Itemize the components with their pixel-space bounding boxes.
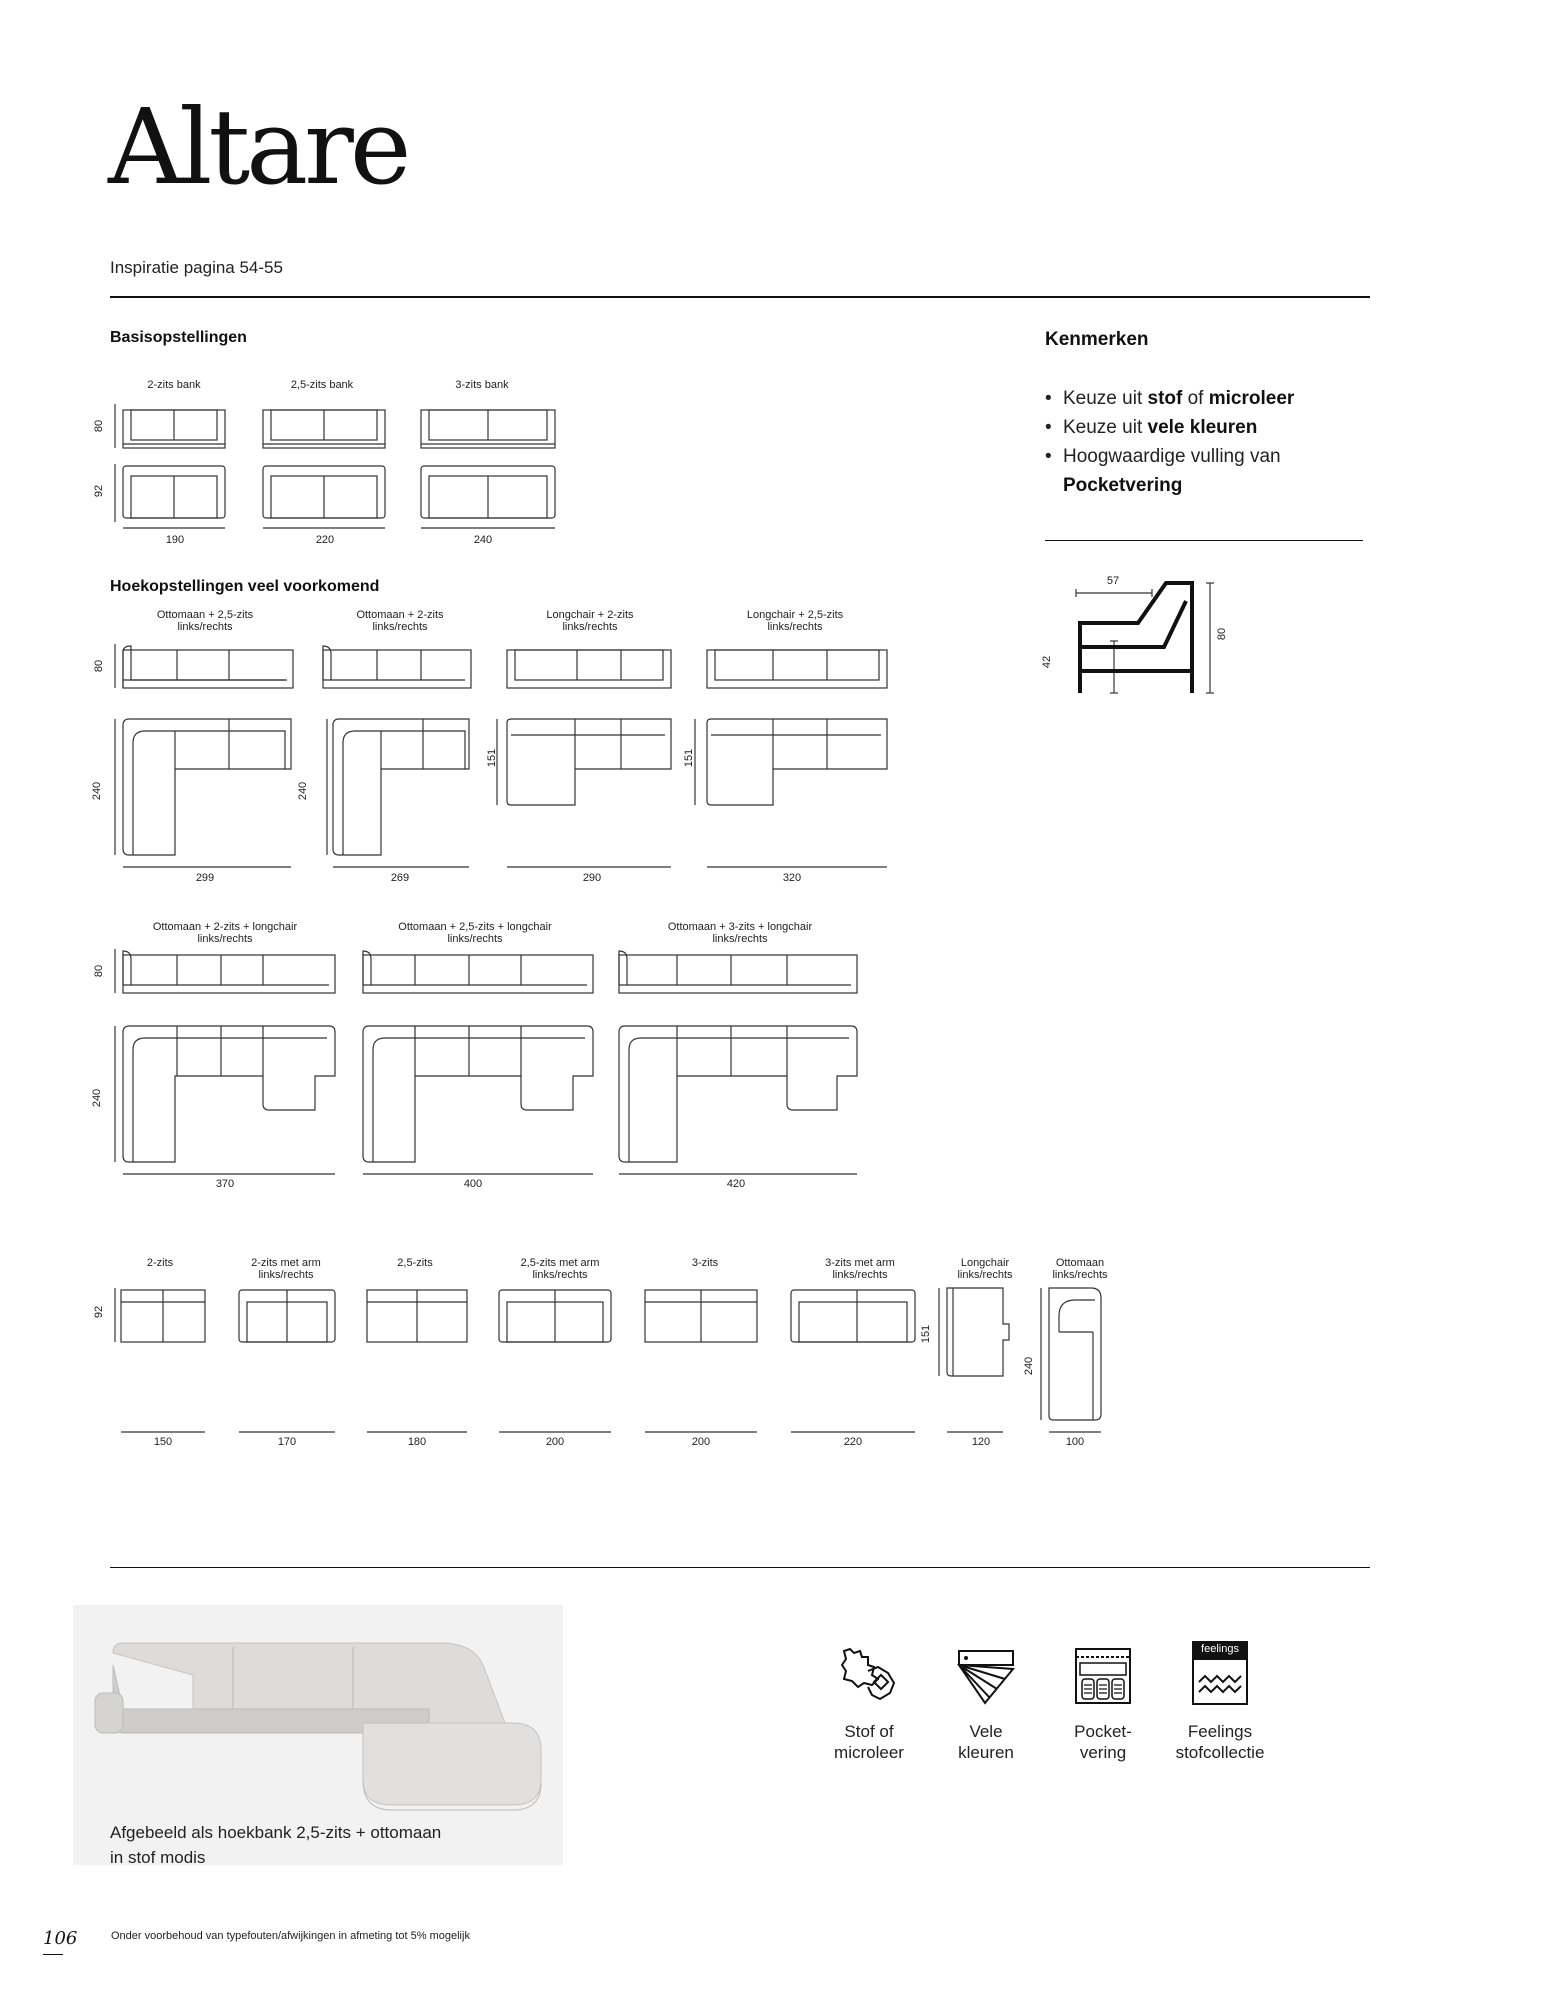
fabric-swatch-icon xyxy=(838,1645,898,1705)
basis-depth-label: 92 xyxy=(93,484,106,498)
element-depth-label: 92 xyxy=(93,1305,106,1319)
element-caption: 3-zits met arm links/rechts xyxy=(825,1257,895,1281)
icon-label: Vele kleuren xyxy=(958,1722,1014,1762)
element-caption: 2,5-zits met arm links/rechts xyxy=(520,1257,600,1281)
feature-item: • Keuze uit stof of microleer xyxy=(1045,384,1294,413)
corner-width: 320 xyxy=(782,872,802,884)
sofa-2-zits-front xyxy=(123,410,225,448)
corner-caption: Longchair + 2-zits links/rechts xyxy=(546,609,634,633)
corner-caption: Ottomaan + 2,5-zits links/rechts xyxy=(156,609,254,633)
basis-caption: 2,5-zits bank xyxy=(290,379,354,391)
icon-label: Feelings stofcollectie xyxy=(1175,1722,1265,1762)
features-title: Kenmerken xyxy=(1045,329,1149,350)
disclaimer-note: Onder voorbehoud van typefouten/afwijkingen in afmeting tot 5% mogelijk xyxy=(111,1930,470,1942)
element-caption: 2,5-zits xyxy=(397,1257,433,1269)
color-fan-icon xyxy=(955,1645,1015,1705)
element-width: 100 xyxy=(1065,1436,1085,1448)
icon-label: Pocket- vering xyxy=(1074,1722,1132,1762)
corner-caption: Longchair + 2,5-zits links/rechts xyxy=(746,609,844,633)
corner-caption: Ottomaan + 2-zits + longchair links/rechts xyxy=(152,921,298,945)
basis-caption: 3-zits bank xyxy=(455,379,509,391)
element-width: 220 xyxy=(843,1436,863,1448)
element-width: 200 xyxy=(545,1436,565,1448)
header-divider xyxy=(110,296,1370,298)
corner-caption: Ottomaan + 2-zits links/rechts xyxy=(356,609,444,633)
basis-top-views xyxy=(105,462,565,532)
sofa-3-zits-front xyxy=(421,410,555,448)
element-width: 180 xyxy=(407,1436,427,1448)
element-depth-label: 151 xyxy=(920,1324,933,1344)
element-width: 170 xyxy=(277,1436,297,1448)
corner-row2-top-views xyxy=(105,1022,865,1182)
sofa-25-zits-front xyxy=(263,410,385,448)
seat-depth-label: 57 xyxy=(1106,575,1120,587)
total-height-label: 80 xyxy=(1216,627,1229,641)
corner-height-label: 80 xyxy=(93,964,106,978)
photo-caption: Afgebeeld als hoekbank 2,5-zits + ottomaan in stof modis xyxy=(110,1823,442,1867)
corner-depth-label: 240 xyxy=(297,781,310,801)
corner-width: 420 xyxy=(726,1178,746,1190)
page-number: 106 xyxy=(43,1928,78,1949)
feature-item: • Hoogwaardige vulling van Pocketvering xyxy=(1045,442,1294,500)
corner-depth-label: 240 xyxy=(91,781,104,801)
corner-row1-top-views xyxy=(105,715,895,875)
element-caption: 2-zits xyxy=(146,1257,174,1269)
corner-depth-label: 151 xyxy=(486,748,499,768)
corner-section-label: Hoekopstellingen veel voorkomend xyxy=(110,578,380,595)
basis-width: 190 xyxy=(165,534,185,546)
features-list xyxy=(1045,384,1294,500)
element-caption: Ottomaan links/rechts xyxy=(1052,1257,1108,1281)
corner-width: 299 xyxy=(195,872,215,884)
pocket-spring-icon xyxy=(1072,1645,1132,1705)
corner-caption: Ottomaan + 3-zits + longchair links/rechts xyxy=(667,921,813,945)
basis-section-label: Basisopstellingen xyxy=(110,329,247,346)
page-number-underline xyxy=(43,1954,63,1955)
element-width: 120 xyxy=(971,1436,991,1448)
basis-height-label: 80 xyxy=(93,419,106,433)
element-caption: Longchair links/rechts xyxy=(957,1257,1013,1281)
basis-width: 220 xyxy=(315,534,335,546)
feature-item: • Keuze uit vele kleuren xyxy=(1045,413,1294,442)
element-depth-label: 240 xyxy=(1023,1356,1036,1376)
bottom-divider xyxy=(110,1567,1370,1568)
basis-width: 240 xyxy=(473,534,493,546)
corner-width: 400 xyxy=(463,1178,483,1190)
corner-width: 290 xyxy=(582,872,602,884)
corner-row2-front-views xyxy=(105,945,865,995)
basis-front-views xyxy=(105,400,565,450)
element-width: 150 xyxy=(153,1436,173,1448)
feelings-collection-icon xyxy=(1189,1640,1249,1700)
corner-height-label: 80 xyxy=(93,659,106,673)
element-top-views xyxy=(105,1280,1125,1440)
icon-label: Stof of microleer xyxy=(834,1722,904,1762)
corner-caption: Ottomaan + 2,5-zits + longchair links/rechts xyxy=(398,921,552,945)
feelings-badge: feelings xyxy=(1201,1643,1239,1655)
inspiration-reference: Inspiratie pagina 54-55 xyxy=(110,258,283,277)
corner-width: 370 xyxy=(215,1178,235,1190)
corner-depth-label: 240 xyxy=(91,1088,104,1108)
seat-height-label: 42 xyxy=(1041,655,1054,669)
corner-row1-front-views xyxy=(105,640,895,690)
features-divider xyxy=(1045,540,1363,541)
corner-width: 269 xyxy=(390,872,410,884)
corner-depth-label: 151 xyxy=(683,748,696,768)
page-title: Altare xyxy=(108,86,408,208)
basis-caption: 2-zits bank xyxy=(147,379,201,391)
element-width: 200 xyxy=(691,1436,711,1448)
element-caption: 3-zits xyxy=(691,1257,719,1269)
element-caption: 2-zits met arm links/rechts xyxy=(251,1257,321,1281)
sofa-side-view xyxy=(1040,575,1240,700)
